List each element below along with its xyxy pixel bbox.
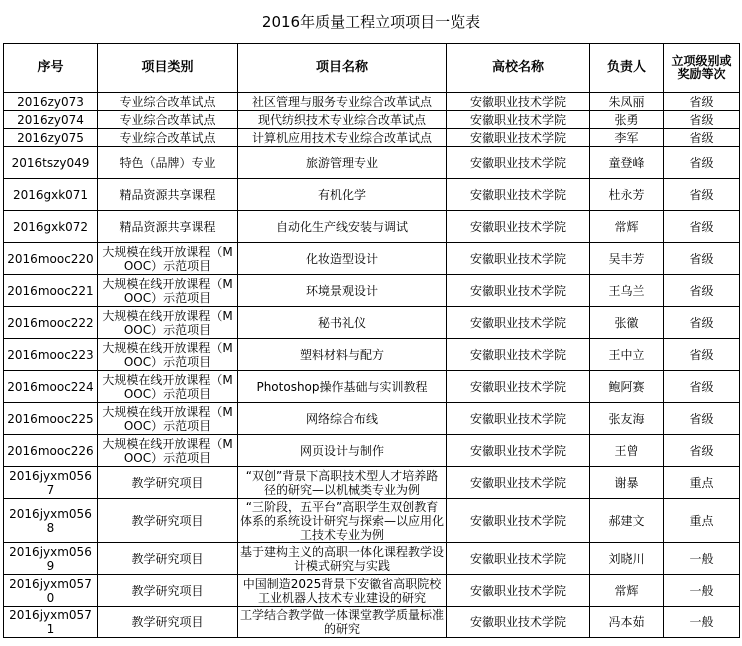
table-row	[4, 467, 740, 499]
cell-level: 一般	[664, 575, 740, 607]
cell-leader: 谢暴	[590, 467, 664, 499]
cell-level: 省级	[664, 111, 740, 129]
cell-category: 特色（品牌）专业	[98, 147, 238, 179]
cell-category: 大规模在线开放课程（MOOC）示范项目	[98, 307, 238, 339]
cell-id: 2016gxk072	[4, 211, 98, 243]
cell-school: 安徽职业技术学院	[447, 93, 590, 111]
cell-level: 省级	[664, 147, 740, 179]
cell-category: 大规模在线开放课程（MOOC）示范项目	[98, 403, 238, 435]
cell-name: 计算机应用技术专业综合改革试点	[238, 129, 447, 147]
cell-category: 精品资源共享课程	[98, 211, 238, 243]
cell-leader: 王乌兰	[590, 275, 664, 307]
cell-category: 大规模在线开放课程（MOOC）示范项目	[98, 371, 238, 403]
cell-name: 有机化学	[238, 179, 447, 211]
cell-name: 现代纺织技术专业综合改革试点	[238, 111, 447, 129]
cell-id: 2016zy075	[4, 129, 98, 147]
cell-category: 大规模在线开放课程（MOOC）示范项目	[98, 243, 238, 275]
cell-name: 自动化生产线安装与调试	[238, 211, 447, 243]
cell-id: 2016gxk071	[4, 179, 98, 211]
cell-id: 2016mooc222	[4, 307, 98, 339]
cell-id: 2016jyxm0569	[4, 543, 98, 575]
page-title: 2016年质量工程立项项目一览表	[261, 13, 481, 31]
cell-id: 2016jyxm0571	[4, 607, 98, 638]
cell-category: 专业综合改革试点	[98, 93, 238, 111]
cell-level: 省级	[664, 371, 740, 403]
cell-school: 安徽职业技术学院	[447, 435, 590, 467]
cell-id: 2016mooc220	[4, 243, 98, 275]
table-row	[4, 275, 740, 307]
table-row	[4, 147, 740, 179]
cell-level: 省级	[664, 435, 740, 467]
cell-name: 秘书礼仪	[238, 307, 447, 339]
cell-level: 省级	[664, 339, 740, 371]
cell-category: 大规模在线开放课程（MOOC）示范项目	[98, 435, 238, 467]
cell-school: 安徽职业技术学院	[447, 307, 590, 339]
table-body	[4, 93, 740, 638]
cell-category: 教学研究项目	[98, 575, 238, 607]
cell-level: 省级	[664, 243, 740, 275]
cell-name: 中国制造2025背景下安徽省高职院校工业机器人技术专业建设的研究	[238, 575, 447, 607]
project-table	[3, 43, 740, 638]
cell-leader: 张友海	[590, 403, 664, 435]
cell-category: 大规模在线开放课程（MOOC）示范项目	[98, 339, 238, 371]
cell-leader: 冯本茹	[590, 607, 664, 638]
cell-school: 安徽职业技术学院	[447, 499, 590, 543]
cell-name: 旅游管理专业	[238, 147, 447, 179]
cell-id: 2016jyxm0570	[4, 575, 98, 607]
cell-id: 2016zy073	[4, 93, 98, 111]
cell-school: 安徽职业技术学院	[447, 403, 590, 435]
table-row	[4, 371, 740, 403]
cell-leader: 童登峰	[590, 147, 664, 179]
cell-name: 社区管理与服务专业综合改革试点	[238, 93, 447, 111]
cell-name: 网络综合布线	[238, 403, 447, 435]
table-row	[4, 307, 740, 339]
cell-id: 2016jyxm0567	[4, 467, 98, 499]
cell-leader: 张徽	[590, 307, 664, 339]
cell-category: 专业综合改革试点	[98, 111, 238, 129]
cell-level: 省级	[664, 403, 740, 435]
cell-school: 安徽职业技术学院	[447, 339, 590, 371]
cell-level: 省级	[664, 275, 740, 307]
cell-leader: 王曾	[590, 435, 664, 467]
cell-school: 安徽职业技术学院	[447, 129, 590, 147]
cell-id: 2016mooc223	[4, 339, 98, 371]
cell-id: 2016jyxm0568	[4, 499, 98, 543]
cell-level: 省级	[664, 179, 740, 211]
cell-school: 安徽职业技术学院	[447, 111, 590, 129]
cell-school: 安徽职业技术学院	[447, 147, 590, 179]
cell-category: 教学研究项目	[98, 499, 238, 543]
cell-school: 安徽职业技术学院	[447, 575, 590, 607]
cell-name: 网页设计与制作	[238, 435, 447, 467]
cell-id: 2016mooc221	[4, 275, 98, 307]
cell-category: 大规模在线开放课程（MOOC）示范项目	[98, 275, 238, 307]
table-row	[4, 607, 740, 638]
table-row	[4, 243, 740, 275]
cell-school: 安徽职业技术学院	[447, 467, 590, 499]
cell-id: 2016tszy049	[4, 147, 98, 179]
table-row	[4, 499, 740, 543]
table-row	[4, 543, 740, 575]
cell-school: 安徽职业技术学院	[447, 371, 590, 403]
cell-leader: 王中立	[590, 339, 664, 371]
cell-leader: 朱凤丽	[590, 93, 664, 111]
table-row	[4, 575, 740, 607]
cell-level: 省级	[664, 211, 740, 243]
cell-leader: 常辉	[590, 211, 664, 243]
cell-name: 工学结合教学做一体课堂教学质量标准的研究	[238, 607, 447, 638]
cell-leader: 张勇	[590, 111, 664, 129]
header-name: 项目名称	[238, 44, 447, 93]
table-row	[4, 129, 740, 147]
cell-level: 一般	[664, 543, 740, 575]
cell-level: 省级	[664, 93, 740, 111]
cell-category: 专业综合改革试点	[98, 129, 238, 147]
header-level: 立项级别或奖励等次	[664, 44, 740, 93]
table-row	[4, 111, 740, 129]
cell-id: 2016mooc226	[4, 435, 98, 467]
cell-leader: 吴丰芳	[590, 243, 664, 275]
table-header-row	[4, 44, 740, 93]
header-category: 项目类别	[98, 44, 238, 93]
cell-school: 安徽职业技术学院	[447, 179, 590, 211]
cell-level: 重点	[664, 499, 740, 543]
cell-school: 安徽职业技术学院	[447, 243, 590, 275]
cell-school: 安徽职业技术学院	[447, 543, 590, 575]
cell-leader: 常辉	[590, 575, 664, 607]
cell-name: 化妆造型设计	[238, 243, 447, 275]
cell-school: 安徽职业技术学院	[447, 211, 590, 243]
cell-name: Photoshop操作基础与实训教程	[238, 371, 447, 403]
cell-school: 安徽职业技术学院	[447, 607, 590, 638]
table-row	[4, 211, 740, 243]
cell-name: “三阶段，五平台”高职学生双创教育体系的系统设计研究与探索—以应用化工技术专业为例	[238, 499, 447, 543]
cell-leader: 鲍阿赛	[590, 371, 664, 403]
header-school: 高校名称	[447, 44, 590, 93]
cell-school: 安徽职业技术学院	[447, 275, 590, 307]
cell-name: 环境景观设计	[238, 275, 447, 307]
table-row	[4, 435, 740, 467]
cell-level: 重点	[664, 467, 740, 499]
cell-id: 2016zy074	[4, 111, 98, 129]
cell-category: 教学研究项目	[98, 607, 238, 638]
cell-id: 2016mooc224	[4, 371, 98, 403]
cell-id: 2016mooc225	[4, 403, 98, 435]
header-id: 序号	[4, 44, 98, 93]
table-row	[4, 93, 740, 111]
cell-leader: 郝建文	[590, 499, 664, 543]
cell-name: 基于建构主义的高职一体化课程教学设计模式研究与实践	[238, 543, 447, 575]
cell-leader: 刘晓川	[590, 543, 664, 575]
cell-name: “双创”背景下高职技术型人才培养路径的研究—以机械类专业为例	[238, 467, 447, 499]
cell-level: 省级	[664, 307, 740, 339]
table-row	[4, 179, 740, 211]
cell-level: 一般	[664, 607, 740, 638]
cell-name: 塑料材料与配方	[238, 339, 447, 371]
cell-category: 教学研究项目	[98, 467, 238, 499]
cell-level: 省级	[664, 129, 740, 147]
cell-leader: 李军	[590, 129, 664, 147]
cell-leader: 杜永芳	[590, 179, 664, 211]
table-row	[4, 339, 740, 371]
header-leader: 负责人	[590, 44, 664, 93]
cell-category: 精品资源共享课程	[98, 179, 238, 211]
table-row	[4, 403, 740, 435]
cell-category: 教学研究项目	[98, 543, 238, 575]
